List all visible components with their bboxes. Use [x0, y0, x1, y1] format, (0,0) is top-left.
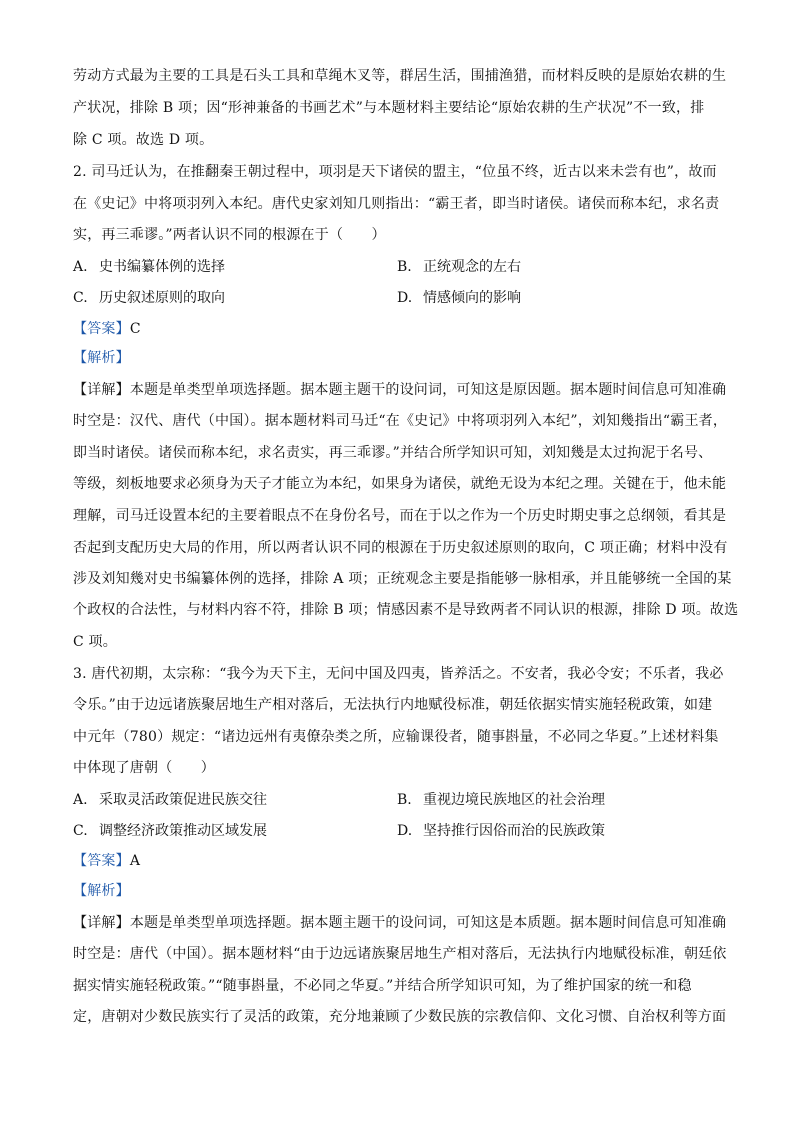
answer-tag: 【答案】	[73, 853, 130, 869]
question-3-stem-line: 中元年（780）规定：“诸边远州有夷僚杂类之所，应输课役者，随事斟量，不必同之华夏。”上述材料集	[73, 729, 719, 745]
question-2-detail-line: 即当时诸侯。诸侯而称本纪，求名责实，再三乖谬。”并结合所学知识可知，刘知幾是太过拘泥于名号、	[73, 445, 713, 461]
question-3-option-d: D. 坚持推行因俗而治的民族政策	[397, 823, 605, 839]
question-2-detail-line: 【详解】本题是单类型单项选择题。据本题主题干的设问词，可知这是原因题。据本题时间信息可知准确	[73, 382, 727, 398]
question-2-detail-line: 否起到支配历史大局的作用，所以两者认识不同的根源在于历史叙述原则的取向，C 项正确；材料中没有	[73, 540, 728, 556]
question-2-analysis-tag: 【解析】	[73, 350, 130, 366]
question-2-detail-line: 时空是：汉代、唐代（中国）。据本题材料司马迁“在《史记》中将项羽列入本纪”，刘知幾指出“霸王者，	[73, 413, 728, 429]
answer-value: C	[129, 321, 141, 337]
paragraph-line: 劳动方式最为主要的工具是石头工具和草绳木叉等，群居生活，围捕渔猎，而材料反映的是原始农耕的生	[73, 68, 727, 84]
answer-value: A	[129, 853, 141, 869]
question-2-stem-line: 2. 司马迁认为，在推翻秦王朝过程中，项羽是天下诸侯的盟主，“位虽不终，近古以来未尝有也”，故而	[73, 164, 717, 180]
question-2-answer	[73, 316, 723, 342]
question-3-analysis-tag: 【解析】	[73, 883, 130, 899]
detail-tag: 【详解】	[73, 915, 130, 931]
question-3-stem-line: 中体现了唐朝（ ）	[73, 760, 215, 776]
question-3-option-b: B. 重视边境民族地区的社会治理	[397, 792, 605, 808]
question-3-detail-line: 定，唐朝对少数民族实行了灵活的政策，充分地兼顾了少数民族的宗教信仰、文化习惯、自治权利等方面	[73, 1009, 727, 1025]
question-2-detail-line: 个政权的合法性，与材料内容不符，排除 B 项；情感因素不是导致两者不同认识的根源，排除 D 项。故选	[73, 602, 739, 618]
question-2-stem-line: 实，再三乖谬。”两者认识不同的根源在于（ ）	[73, 227, 386, 243]
question-2-detail-line: C 项。	[73, 634, 117, 650]
question-3-option-a: A. 采取灵活政策促进民族交往	[73, 792, 267, 808]
question-2-option-d: D. 情感倾向的影响	[397, 290, 521, 306]
question-2-option-c: C. 历史叙述原则的取向	[73, 290, 225, 306]
paragraph-line: 产状况，排除 B 项；因“形神兼备的书画艺术”与本题材料主要结论“原始农耕的生产状况”不一致，排	[73, 100, 705, 116]
question-3-option-c: C. 调整经济政策推动区域发展	[73, 823, 267, 839]
paragraph-line: 除 C 项。故选 D 项。	[73, 132, 214, 148]
question-3-detail-line: 时空是：唐代（中国）。据本题材料“由于边远诸族聚居地生产相对落后，无法执行内地赋役标准，朝廷依	[73, 946, 727, 962]
question-3-stem-line: 令乐。”由于边远诸族聚居地生产相对落后，无法执行内地赋役标准，朝廷依据实情实施轻税政策，如建	[73, 697, 713, 713]
question-2-option-b: B. 正统观念的左右	[397, 259, 521, 275]
question-3-detail-line: 【详解】本题是单类型单项选择题。据本题主题干的设问词，可知这是本质题。据本题时间信息可知准确	[73, 915, 727, 931]
question-3-stem-line: 3. 唐代初期，太宗称：“我今为天下主，无问中国及四夷，皆养活之。不安者，我必令安；不乐者，我必	[73, 666, 724, 682]
detail-tag: 【详解】	[73, 382, 130, 398]
question-2-detail-line: 涉及刘知幾对史书编纂体例的选择，排除 A 项；正统观念主要是指能够一脉相承，并且能够统一全国的某	[73, 571, 732, 587]
question-3-detail-line: 据实情实施轻税政策。”“随事斟量，不必同之华夏。”并结合所学知识可知，为了维护国家的统一和稳	[73, 978, 692, 994]
answer-tag: 【答案】	[73, 321, 130, 337]
question-2-stem-line: 在《史记》中将项羽列入本纪。唐代史家刘知几则指出：“霸王者，即当时诸侯。诸侯而称本纪，求名责	[73, 196, 720, 212]
question-2-option-a: A. 史书编纂体例的选择	[73, 259, 225, 275]
question-3-answer	[73, 848, 723, 874]
question-2-detail-line: 等级，刻板地要求必须身为天子才能立为本纪，如果身为诸侯，就绝无设为本纪之理。关键在于，他未能	[73, 476, 727, 492]
question-2-detail-line: 理解，司马迁设置本纪的主要着眼点不在身份名号，而在于以之作为一个历史时期史事之总纲领，看其是	[73, 508, 727, 524]
